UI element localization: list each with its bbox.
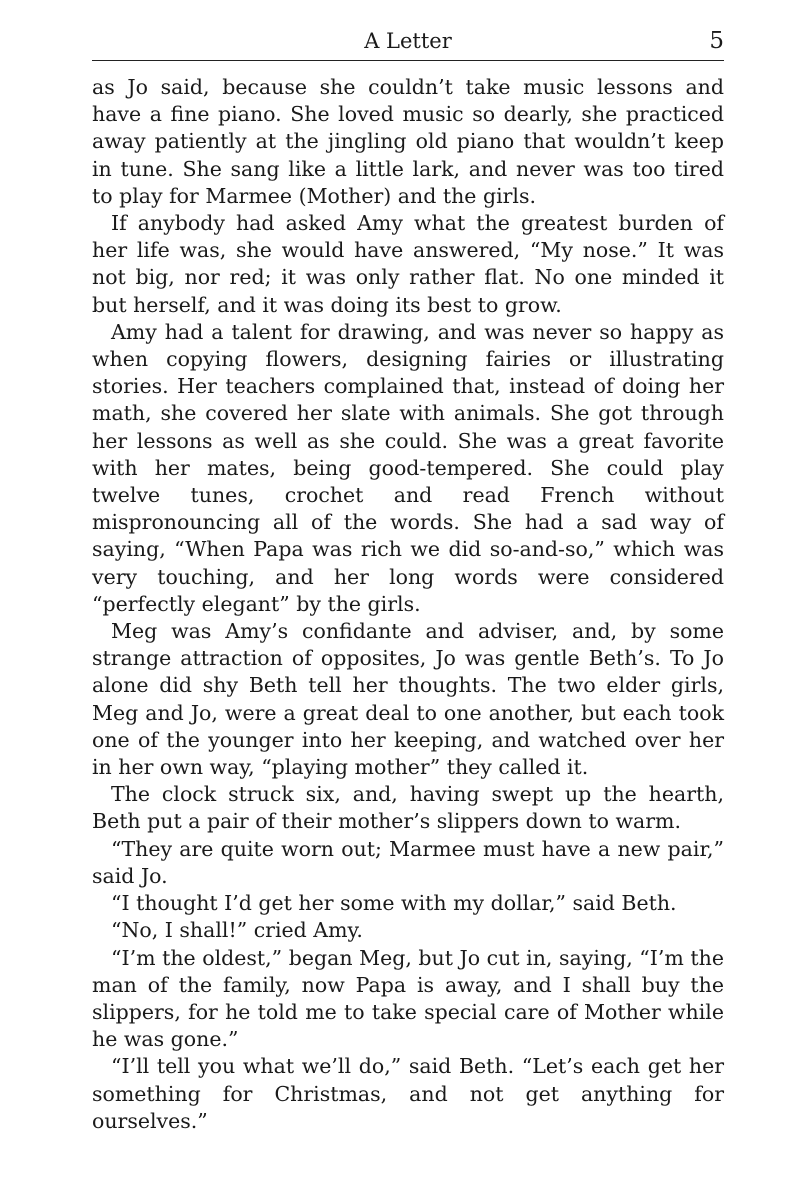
paragraph: Amy had a talent for drawing, and was never so happy as when copying flowers, designing fairies or illustrating stories. Her teachers complained that, instead of doing her math, she covered her slate with animals. She got through her lessons as well as she could. She was a great favorite with her mates, being good-tempered. She could play twelve tunes, crochet and read French without mispronouncing all of the words. She had a sad way of saying, “When Papa was rich we did so-and-so,” which was very touching, and her long words were considered “perfectly elegant” by the girls. [92, 319, 724, 616]
paragraph: Meg was Amy’s confidante and adviser, and, by some strange attraction of opposites, Jo was gentle Beth’s. To Jo alone did shy Beth tell her thoughts. The two elder girls, Meg and Jo, were a great deal to one another, but each took one of the younger into her keeping, and watched over her in her own way, “playing mother” they called it. [92, 619, 724, 780]
paragraph: as Jo said, because she couldn’t take music lessons and have a fine piano. She loved music so dearly, she practiced away patiently at the jingling old piano that wouldn’t keep in tune. She sang like a little lark, and never was too tired to play for Marmee (Mother) and the girls. [92, 75, 724, 208]
running-header [92, 26, 724, 61]
paragraph: “No, I shall!” cried Amy. [111, 918, 363, 943]
body-text [92, 74, 724, 1135]
chapter-title: A Letter [364, 29, 452, 53]
paragraph: If anybody had asked Amy what the greatest burden of her life was, she would have answered, “My nose.” It was not big, nor red; it was only rather flat. No one minded it but herself, and it was doing its best to grow. [92, 211, 724, 317]
page-number: 5 [709, 28, 724, 54]
paragraph: “They are quite worn out; Marmee must have a new pair,” said Jo. [92, 836, 724, 888]
paragraph: The clock struck six, and, having swept up the hearth, Beth put a pair of their mother’s slippers down to warm. [92, 782, 724, 834]
paragraph: “I’ll tell you what we’ll do,” said Beth. “Let’s each get her something for Christmas, and not get anything for ourselves.” [92, 1054, 724, 1133]
paragraph: “I thought I’d get her some with my dollar,” said Beth. [111, 891, 677, 916]
paragraph: “I’m the oldest,” began Meg, but Jo cut in, saying, “I’m the man of the family, now Papa is away, and I shall buy the slippers, for he told me to take special care of Mother while he was gone.” [92, 945, 724, 1052]
